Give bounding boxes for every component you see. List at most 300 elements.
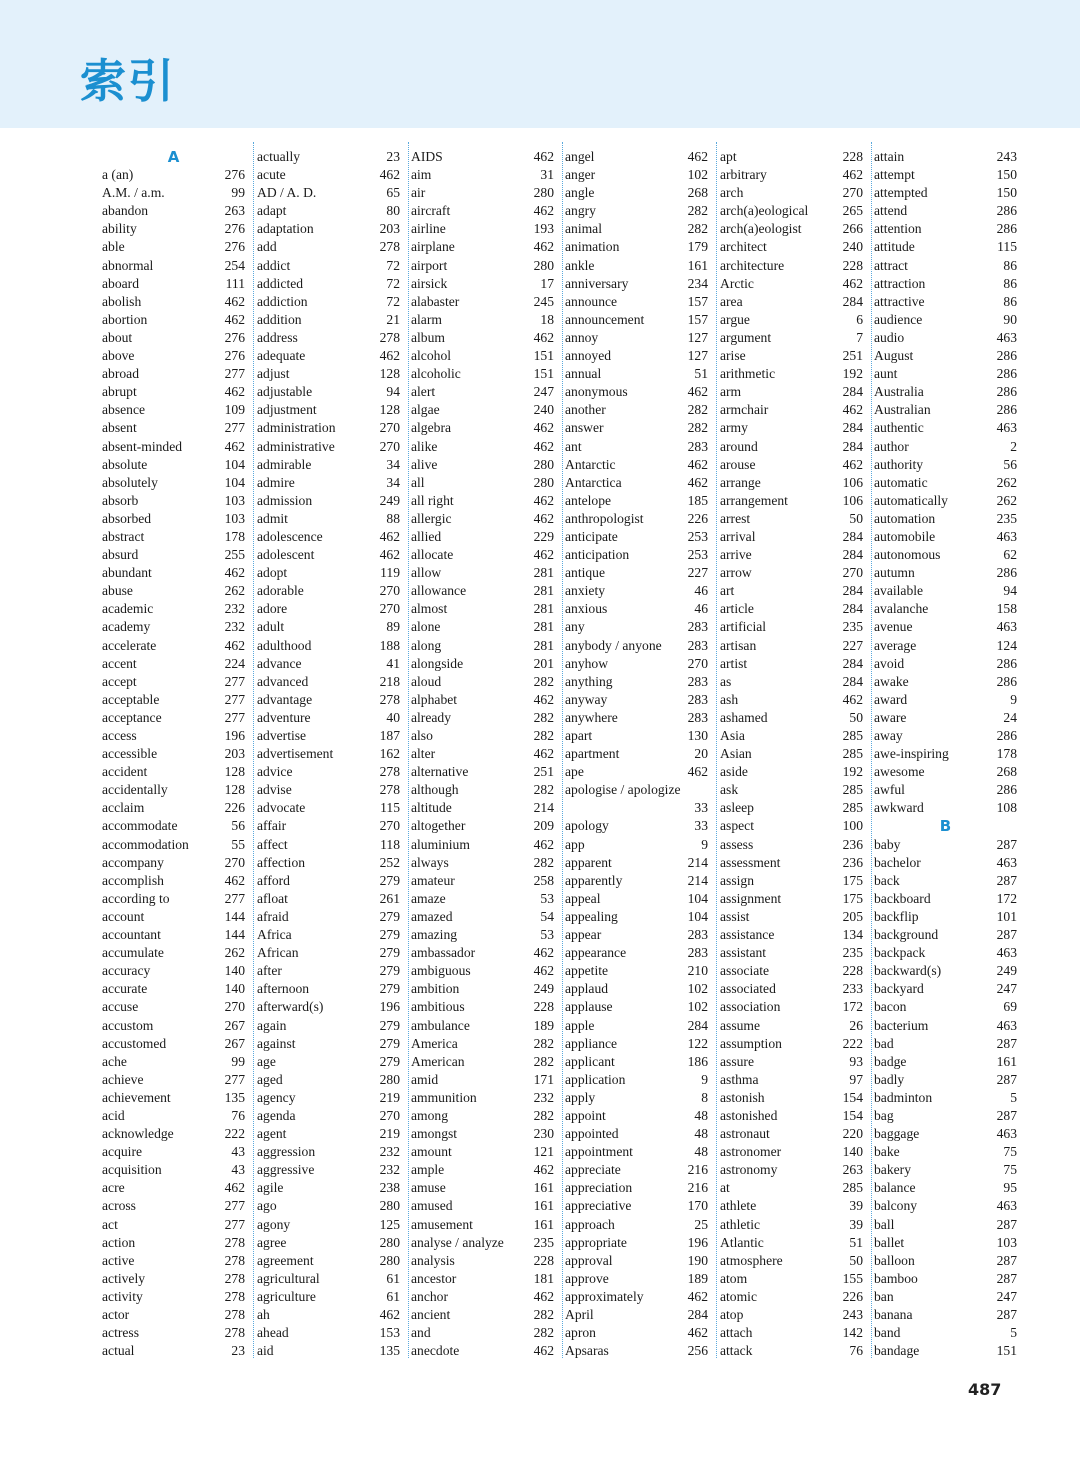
entry-page: 284: [842, 583, 863, 599]
entry-page: 463: [996, 854, 1017, 870]
entry-word: airport: [411, 257, 448, 273]
entry-page: 43: [231, 1144, 245, 1160]
index-entry: [257, 709, 400, 727]
index-entry: [257, 166, 400, 184]
entry-word: acceptance: [102, 709, 162, 725]
entry-word: amid: [411, 1071, 439, 1087]
entry-word: absent-minded: [102, 438, 183, 454]
entry-page: 226: [687, 510, 708, 526]
entry-page: 9: [1010, 691, 1017, 707]
entry-word: American: [411, 1053, 465, 1069]
index-entry: [102, 1125, 245, 1143]
entry-page: 270: [224, 999, 245, 1015]
entry-page: 462: [533, 203, 554, 219]
index-entry: [720, 1324, 863, 1342]
entry-word: annoyed: [565, 348, 612, 364]
index-entry: [411, 836, 554, 854]
index-entry: [411, 510, 554, 528]
entry-page: 463: [996, 1017, 1017, 1033]
index-entry: [874, 546, 1017, 564]
entry-word: accomplish: [102, 872, 164, 888]
index-entry: [257, 799, 400, 817]
index-entry: [102, 1342, 245, 1360]
index-entry: [411, 1342, 554, 1360]
entry-page: 287: [996, 927, 1017, 943]
entry-page: 282: [687, 420, 708, 436]
entry-page: 229: [533, 528, 554, 544]
entry-page: 25: [694, 1216, 708, 1232]
entry-word: balcony: [874, 1198, 918, 1214]
entry-page: 86: [1003, 275, 1017, 291]
index-entry: [257, 1342, 400, 1360]
index-entry: [411, 1089, 554, 1107]
entry-word: album: [411, 329, 445, 345]
index-entry: [874, 998, 1017, 1016]
entry-page: 76: [849, 1343, 863, 1359]
entry-page: 462: [224, 438, 245, 454]
index-entry: [720, 600, 863, 618]
entry-word: association: [720, 999, 781, 1015]
page-title: 索引: [80, 54, 176, 108]
entry-word: ask: [720, 782, 739, 798]
entry-word: apron: [565, 1325, 596, 1341]
index-entry: [565, 365, 708, 383]
entry-page: 247: [533, 384, 554, 400]
entry-page: 285: [842, 728, 863, 743]
index-entry: [102, 691, 245, 709]
index-entry: [720, 1216, 863, 1234]
index-entry: [874, 528, 1017, 546]
index-entry: [874, 691, 1017, 709]
entry-word: advantage: [257, 691, 313, 707]
entry-word: backflip: [874, 908, 919, 924]
entry-word: abandon: [102, 203, 149, 219]
entry-word: acknowledge: [102, 1126, 174, 1142]
index-entry: [411, 238, 554, 256]
entry-page: 88: [386, 510, 400, 526]
index-entry: [411, 275, 554, 293]
entry-page: 48: [694, 1107, 708, 1123]
index-entry: [874, 401, 1017, 419]
entry-page: 251: [842, 348, 863, 364]
entry-page: 282: [533, 728, 554, 743]
entry-page: 462: [224, 872, 245, 888]
entry-page: 282: [533, 854, 554, 870]
entry-page: 282: [533, 1053, 554, 1069]
entry-word: amaze: [411, 890, 446, 906]
index-entry: [874, 637, 1017, 655]
entry-page: 2: [1010, 438, 1017, 454]
entry-word: adopt: [257, 565, 288, 581]
index-entry: [102, 673, 245, 691]
index-entry: [102, 1071, 245, 1089]
entry-page: 151: [533, 348, 554, 364]
entry-page: 232: [224, 601, 245, 617]
entry-page: 193: [533, 221, 554, 237]
index-entry: [102, 1143, 245, 1161]
index-entry: [874, 1288, 1017, 1306]
entry-page: 277: [224, 366, 245, 382]
index-entry: [720, 836, 863, 854]
entry-word: algebra: [411, 420, 451, 436]
entry-page: 209: [533, 818, 554, 834]
entry-word: backyard: [874, 981, 924, 997]
entry-word: abundant: [102, 565, 152, 581]
entry-page: 462: [842, 691, 863, 707]
entry-word: abuse: [102, 583, 133, 599]
entry-word: although: [411, 782, 459, 798]
entry-page: 214: [533, 800, 554, 816]
entry-word: apology: [565, 818, 609, 834]
index-entry: [257, 184, 400, 202]
entry-page: 219: [379, 1126, 400, 1142]
index-entry: [411, 1179, 554, 1197]
entry-page: 278: [379, 691, 400, 707]
index-entry: [565, 1035, 708, 1053]
entry-word: announce: [565, 293, 618, 309]
entry-word: antelope: [565, 492, 612, 508]
entry-word: advise: [257, 782, 292, 798]
entry-word: admirable: [257, 456, 312, 472]
index-entry: [565, 401, 708, 419]
entry-page: 122: [687, 1035, 708, 1051]
entry-word: atop: [720, 1307, 744, 1322]
entry-word: altogether: [411, 818, 466, 834]
entry-page: 279: [379, 945, 400, 961]
entry-word: accountant: [102, 927, 161, 943]
entry-word: afraid: [257, 908, 289, 924]
index-entry: [874, 745, 1017, 763]
entry-page: 234: [687, 275, 708, 291]
entry-word: allowance: [411, 583, 467, 599]
index-entry: [874, 1252, 1017, 1270]
index-entry: [102, 1017, 245, 1035]
entry-page: 280: [379, 1071, 400, 1087]
index-entry: [565, 383, 708, 401]
index-entry: [102, 980, 245, 998]
entry-page: 192: [842, 764, 863, 780]
entry-word: atom: [720, 1270, 748, 1286]
entry-word: awkward: [874, 800, 924, 816]
index-entry: [102, 347, 245, 365]
index-entry: [720, 582, 863, 600]
entry-page: 283: [687, 691, 708, 707]
index-entry: [411, 1107, 554, 1125]
entry-word: ambiguous: [411, 963, 471, 979]
entry-page: 5: [1010, 1089, 1017, 1105]
entry-word: automation: [874, 510, 936, 526]
entry-page: 18: [540, 311, 554, 327]
index-entry: [411, 709, 554, 727]
index-entry: [874, 564, 1017, 582]
entry-page: 462: [379, 167, 400, 183]
index-entry: [411, 1216, 554, 1234]
entry-page: 278: [224, 1270, 245, 1286]
index-entry: [565, 1197, 708, 1215]
entry-page: 240: [842, 239, 863, 255]
entry-word: abolish: [102, 293, 142, 309]
index-entry: [720, 709, 863, 727]
index-entry: [411, 401, 554, 419]
entry-word: adolescence: [257, 528, 323, 544]
index-entry: [720, 1053, 863, 1071]
entry-page: 186: [687, 1053, 708, 1069]
entry-page: 20: [694, 746, 708, 762]
entry-word: attack: [720, 1343, 753, 1359]
index-entry: [874, 257, 1017, 275]
index-entry: [257, 419, 400, 437]
index-entry: [257, 438, 400, 456]
entry-word: appeal: [565, 890, 601, 906]
index-entry: [102, 202, 245, 220]
entry-word: amazed: [411, 908, 453, 924]
index-entry: [257, 1270, 400, 1288]
entry-word: accuse: [102, 999, 139, 1015]
entry-word: associate: [720, 963, 770, 979]
index-entry: [102, 1035, 245, 1053]
entry-word: absence: [102, 402, 146, 418]
index-entry: [257, 836, 400, 854]
entry-page: 270: [379, 1107, 400, 1123]
entry-page: 185: [687, 492, 708, 508]
entry-page: 162: [379, 746, 400, 762]
entry-word: alone: [411, 619, 441, 635]
entry-word: and: [411, 1325, 431, 1341]
entry-word: autonomous: [874, 547, 941, 563]
entry-page: 285: [842, 782, 863, 798]
index-entry: [720, 474, 863, 492]
entry-word: application: [565, 1071, 626, 1087]
entry-page: 287: [996, 872, 1017, 888]
entry-word: bachelor: [874, 854, 921, 870]
index-entry: [411, 1053, 554, 1071]
entry-word: army: [720, 420, 748, 436]
entry-page: 286: [996, 402, 1017, 418]
entry-page: 201: [533, 655, 554, 671]
index-entry: [257, 564, 400, 582]
entry-word: art: [720, 583, 735, 599]
entry-word: alike: [411, 438, 438, 454]
index-entry: [565, 1179, 708, 1197]
entry-page: 109: [224, 402, 245, 418]
entry-page: 462: [533, 963, 554, 979]
index-entry: [565, 1089, 708, 1107]
entry-word: average: [874, 637, 917, 653]
index-entry: [102, 383, 245, 401]
entry-page: 287: [996, 1216, 1017, 1232]
entry-page: 34: [386, 474, 400, 490]
index-entry: [102, 944, 245, 962]
entry-word: ambassador: [411, 945, 476, 961]
index-entry: [874, 836, 1017, 854]
entry-page: 99: [231, 185, 245, 201]
entry-word: A.M. / a.m.: [102, 185, 165, 201]
index-entry: [102, 781, 245, 799]
entry-word: ball: [874, 1216, 895, 1232]
entry-page: 462: [687, 149, 708, 164]
index-entry: [411, 166, 554, 184]
index-entry: [102, 745, 245, 763]
page-number: 487: [968, 1380, 1002, 1399]
entry-page: 462: [533, 239, 554, 255]
entry-page: 462: [379, 528, 400, 544]
index-entry: [565, 998, 708, 1016]
index-entry: [565, 1161, 708, 1179]
entry-word: anticipation: [565, 547, 630, 563]
entry-page: 196: [224, 728, 245, 743]
index-entry: [102, 872, 245, 890]
entry-word: absorbed: [102, 510, 152, 526]
entry-page: 285: [842, 746, 863, 762]
index-entry: [102, 329, 245, 347]
entry-word: adorable: [257, 583, 304, 599]
entry-page: 181: [533, 1270, 554, 1286]
entry-page: 462: [533, 691, 554, 707]
entry-word: adolescent: [257, 547, 315, 563]
entry-page: 154: [842, 1107, 863, 1123]
entry-word: also: [411, 728, 433, 743]
index-entry: [720, 510, 863, 528]
entry-page: 283: [687, 927, 708, 943]
entry-page: 284: [842, 384, 863, 400]
entry-word: appreciative: [565, 1198, 632, 1214]
index-entry: [257, 1143, 400, 1161]
entry-word: away: [874, 728, 903, 743]
entry-page: 462: [224, 311, 245, 327]
index-entry: [102, 1270, 245, 1288]
index-entry: [565, 1143, 708, 1161]
entry-page: 189: [533, 1017, 554, 1033]
entry-word: accidentally: [102, 782, 168, 798]
entry-page: 286: [996, 366, 1017, 382]
entry-word: airplane: [411, 239, 455, 255]
index-entry: [874, 365, 1017, 383]
index-entry: [411, 329, 554, 347]
entry-word: August: [874, 348, 914, 364]
index-entry: [720, 401, 863, 419]
entry-word: above: [102, 348, 135, 364]
entry-word: absurd: [102, 547, 139, 563]
index-entry: [874, 311, 1017, 329]
index-entry: [720, 872, 863, 890]
entry-page: 226: [224, 800, 245, 816]
index-entry: [102, 817, 245, 835]
entry-page: 97: [849, 1071, 863, 1087]
entry-word: a (an): [102, 167, 134, 183]
entry-word: attractive: [874, 293, 925, 309]
entry-word: absorb: [102, 492, 139, 508]
entry-word: backpack: [874, 945, 926, 961]
index-entry: [411, 799, 554, 817]
entry-word: alert: [411, 384, 436, 400]
index-entry: [720, 257, 863, 275]
entry-page: 127: [687, 329, 708, 345]
entry-page: 226: [842, 1288, 863, 1304]
index-entry: [720, 275, 863, 293]
entry-word: area: [720, 293, 743, 309]
index-entry: [257, 1216, 400, 1234]
entry-page: 72: [386, 257, 400, 273]
entry-word: attract: [874, 257, 908, 273]
entry-page: 56: [1003, 456, 1017, 472]
entry-page: 46: [694, 583, 708, 599]
entry-page: 72: [386, 293, 400, 309]
entry-word: ammunition: [411, 1089, 477, 1105]
index-entry: [257, 148, 400, 166]
entry-page: 285: [842, 1180, 863, 1196]
entry-page: 263: [224, 203, 245, 219]
entry-page: 256: [687, 1343, 708, 1359]
index-entry: [720, 763, 863, 781]
index-entry: [102, 1089, 245, 1107]
entry-word: air: [411, 185, 426, 201]
entry-word: act: [102, 1216, 118, 1232]
entry-page: 235: [533, 1234, 554, 1250]
index-entry: [720, 926, 863, 944]
entry-page: 50: [849, 1252, 863, 1268]
entry-page: 280: [533, 185, 554, 201]
index-entry: [102, 1216, 245, 1234]
index-entry: [257, 1089, 400, 1107]
index-entry: [565, 148, 708, 166]
entry-word: anchor: [411, 1288, 448, 1304]
entry-page: 282: [533, 709, 554, 725]
entry-page: 462: [533, 945, 554, 961]
entry-word: animation: [565, 239, 620, 255]
entry-word: applicant: [565, 1053, 615, 1069]
index-entry: [720, 492, 863, 510]
entry-page: 154: [842, 1089, 863, 1105]
entry-word: ah: [257, 1307, 270, 1322]
entry-word: accustomed: [102, 1035, 167, 1051]
entry-word: angry: [565, 203, 596, 219]
entry-word: ashamed: [720, 709, 768, 725]
index-entry: [102, 546, 245, 564]
index-entry: [720, 944, 863, 962]
entry-page: 281: [533, 601, 554, 617]
entry-page: 233: [842, 981, 863, 997]
index-entry: [720, 1252, 863, 1270]
entry-word: arm: [720, 384, 742, 400]
index-entry: [565, 926, 708, 944]
entry-page: 220: [842, 1126, 863, 1142]
entry-word: badge: [874, 1053, 907, 1069]
entry-page: 262: [996, 474, 1017, 490]
entry-word: amused: [411, 1198, 453, 1214]
entry-word: approval: [565, 1252, 613, 1268]
entry-page: 219: [379, 1089, 400, 1105]
index-entry: [411, 817, 554, 835]
entry-page: 24: [1003, 709, 1017, 725]
index-entry: [874, 763, 1017, 781]
entry-word: affect: [257, 836, 288, 852]
entry-word: altitude: [411, 800, 452, 816]
entry-page: 286: [996, 565, 1017, 581]
index-entry: [720, 1143, 863, 1161]
entry-word: attraction: [874, 275, 926, 291]
entry-page: 161: [533, 1216, 554, 1232]
entry-page: 39: [849, 1198, 863, 1214]
entry-page: 249: [996, 963, 1017, 979]
index-entry: [874, 1306, 1017, 1324]
entry-word: arrive: [720, 547, 752, 563]
entry-word: America: [411, 1035, 458, 1051]
entry-word: article: [720, 601, 754, 617]
entry-page: 222: [842, 1035, 863, 1051]
entry-page: 280: [379, 1252, 400, 1268]
entry-page: 21: [386, 311, 400, 327]
index-entry: [411, 1252, 554, 1270]
